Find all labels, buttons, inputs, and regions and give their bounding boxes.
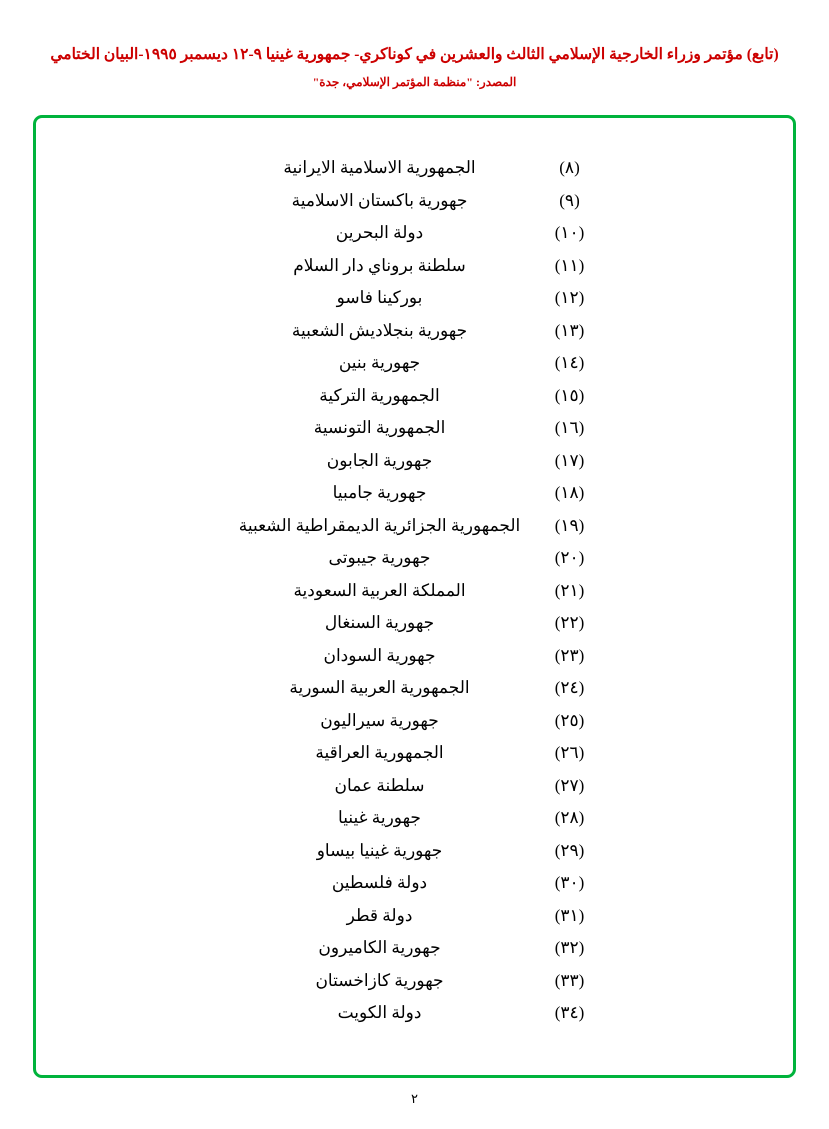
list-item-number: (٢٥) xyxy=(554,710,585,730)
list-item xyxy=(36,353,793,386)
list-item-number: (٣٠) xyxy=(554,873,585,892)
list-item-number: (١١) xyxy=(554,255,585,275)
list-item-label: جهورية بنجلاديش الشعبية xyxy=(291,320,468,340)
list-item xyxy=(36,743,793,776)
list-item-number: (٣٣) xyxy=(554,970,585,990)
list-item-label: الجمهورية العراقية xyxy=(315,743,444,762)
list-item-label: جهورية غينيا xyxy=(338,808,421,827)
list-item-number: (٩) xyxy=(559,190,580,210)
list-item-number: (١٠) xyxy=(554,223,585,242)
list-item-number: (٣٤) xyxy=(554,1003,585,1022)
list-item-label: جهورية سيراليون xyxy=(320,710,439,730)
list-item xyxy=(36,158,793,191)
list-item xyxy=(36,256,793,289)
list-item-label: جهورية غينيا بيساو xyxy=(316,840,443,860)
list-item-number: (٣١) xyxy=(554,905,585,925)
list-item-label: دولة فلسطين xyxy=(331,873,428,892)
list-item-label: سلطنة عمان xyxy=(334,775,425,795)
list-item xyxy=(36,451,793,484)
list-item-label: جهورية السودان xyxy=(323,645,436,665)
list-item-number: (٢١) xyxy=(554,580,585,600)
member-states-list xyxy=(36,158,793,1036)
list-item-label: دولة الكويت xyxy=(337,1003,422,1022)
list-item-label: الجمهورية الجزائرية الديمقراطية الشعبية xyxy=(238,515,521,535)
list-item-number: (٨) xyxy=(559,158,580,177)
list-item xyxy=(36,938,793,971)
list-item-label: سلطنة بروناي دار السلام xyxy=(293,255,466,275)
page-number: ٢ xyxy=(411,1091,418,1106)
list-item-number: (٢٨) xyxy=(554,808,585,827)
content-frame xyxy=(33,115,796,1078)
list-item-label: الجمهورية الاسلامية الايرانية xyxy=(283,158,476,177)
list-item-number: (٢٢) xyxy=(554,613,585,632)
list-item-label: الجمهورية التونسية xyxy=(313,418,446,437)
list-item xyxy=(36,483,793,516)
list-item-number: (٢٠) xyxy=(554,548,585,567)
list-item-label: المملكة العربية السعودية xyxy=(293,580,466,600)
list-item-label: جهورية جامبيا xyxy=(332,483,427,502)
list-item-number: (١٤) xyxy=(554,353,585,372)
list-item-label: جهورية جيبوتى xyxy=(328,548,431,567)
page-header xyxy=(0,44,829,90)
list-item-label: جهورية السنغال xyxy=(324,613,435,632)
list-item xyxy=(36,841,793,874)
list-item xyxy=(36,646,793,679)
list-item-label: بوركينا فاسو xyxy=(336,288,423,307)
list-item-label: جهورية بنين xyxy=(338,353,421,372)
list-item-number: (٢٤) xyxy=(554,678,585,697)
list-item xyxy=(36,223,793,256)
list-item xyxy=(36,548,793,581)
list-item xyxy=(36,288,793,321)
list-item xyxy=(36,418,793,451)
list-item xyxy=(36,808,793,841)
list-item xyxy=(36,191,793,224)
list-item xyxy=(36,678,793,711)
list-item-label: الجمهورية العربية السورية xyxy=(289,678,470,697)
list-item-label: جهورية كازاخستان xyxy=(315,970,444,990)
list-item xyxy=(36,873,793,906)
list-item-number: (٢٩) xyxy=(554,840,585,860)
list-item-label: دولة البحرين xyxy=(335,223,424,242)
list-item-label: دولة قطر xyxy=(346,905,413,925)
list-item xyxy=(36,613,793,646)
list-item xyxy=(36,906,793,939)
list-item-number: (١٢) xyxy=(554,288,585,307)
list-item-number: (٢٧) xyxy=(554,775,585,795)
list-item-label: جهورية باكستان الاسلامية xyxy=(291,190,468,210)
list-item-number: (١٣) xyxy=(554,320,585,340)
list-item-label: الجمهورية التركية xyxy=(319,385,440,405)
list-item xyxy=(36,1003,793,1036)
source-line: المصدر: "منظمة المؤتمر الإسلامي، جدة" xyxy=(312,74,517,89)
list-item xyxy=(36,386,793,419)
list-item-label: جهورية الكاميرون xyxy=(318,938,441,957)
list-item-number: (١٨) xyxy=(554,483,585,502)
list-item xyxy=(36,581,793,614)
page-title: (تابع) مؤتمر وزراء الخارجية الإسلامي الثالث والعشرين في كوناكري- جمهورية غينيا ٩-١٢ ديسمبر ١٩٩٥-البيان الختامي xyxy=(50,46,779,63)
list-item-number: (٣٢) xyxy=(554,938,585,957)
list-item-number: (٢٦) xyxy=(554,743,585,762)
list-item-number: (١٥) xyxy=(554,385,585,405)
list-item xyxy=(36,516,793,549)
list-item xyxy=(36,971,793,1004)
list-item-number: (١٧) xyxy=(554,450,585,470)
list-item xyxy=(36,711,793,744)
list-item-label: جهورية الجابون xyxy=(326,450,433,470)
list-item xyxy=(36,776,793,809)
list-item xyxy=(36,321,793,354)
list-item-number: (١٩) xyxy=(554,515,585,535)
list-item-number: (٢٣) xyxy=(554,645,585,665)
list-item-number: (١٦) xyxy=(554,418,585,437)
